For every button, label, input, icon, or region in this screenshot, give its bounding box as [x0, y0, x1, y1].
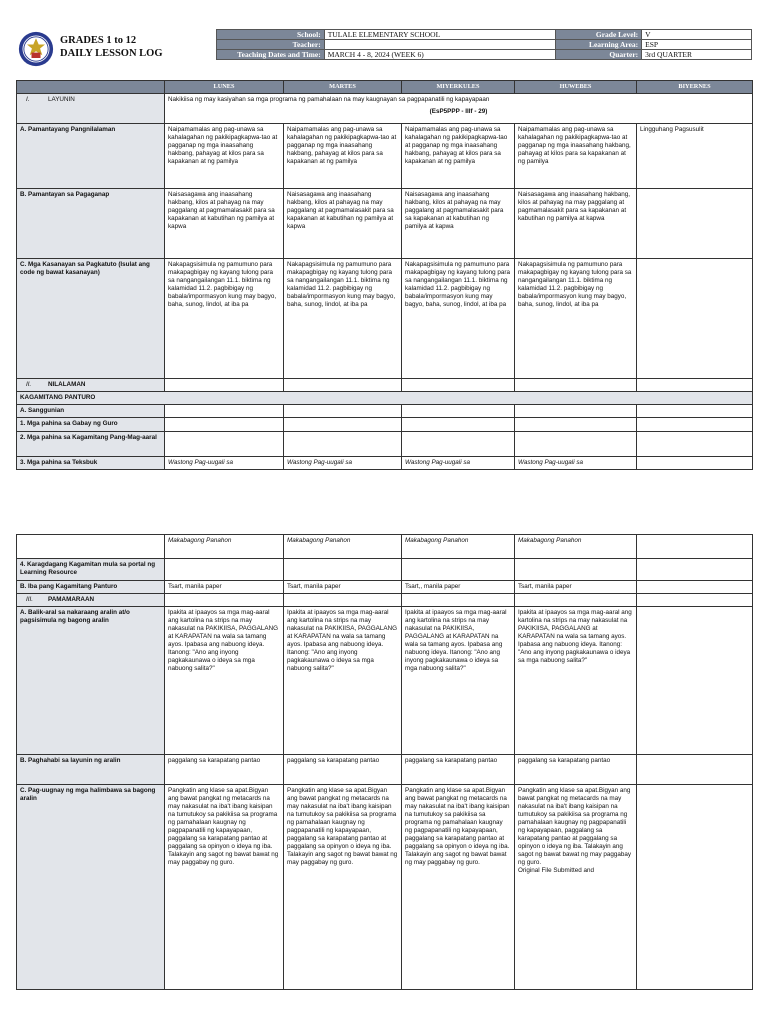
paghahabi-row	[17, 755, 753, 785]
balik-aral-huwebes: Ipakita at ipaayos sa mga mag-aaral ang kartolina na strips na may nakasulat na PAKIKIISA, PAGGALANG at KARAPATAN na wala sa tamang ayos. Ipabasa ang nabuong ideya. Itanong: "Ano ang inyong pagkakaunawa o ideya sa mga nabuong salita?"	[515, 607, 637, 755]
balik-aral-martes: Ipakita at ipaayos sa mga mag-aaral ang kartolina na strips na may nakasulat na PAKIKIISA, PAGGALANG at KARAPATAN na wala sa tamang ayos. Ipabasa ang nabuong ideya. Itanong: "Ano ang inyong pagkakaunawa o ideya sa mga nabuong salita?"	[284, 607, 402, 755]
teksbuk-lunes: Wastong Pag-uugali sa	[165, 457, 284, 470]
sanggunian-row	[17, 405, 753, 418]
dates-value: MARCH 4 - 8, 2024 (WEEK 6)	[324, 50, 556, 60]
kagamitan-row	[17, 392, 753, 405]
paghahabi-label: B. Paghahabi sa layunin ng aralin	[17, 755, 165, 785]
pamamaraan-biyernes	[637, 594, 753, 607]
karagdagang-row	[17, 559, 753, 581]
nilalaman-martes	[284, 379, 402, 392]
nilalaman-label: NILALAMAN	[48, 381, 86, 388]
area-value: ESP	[642, 40, 752, 50]
nilalaman-lunes	[165, 379, 284, 392]
layunin-label-cell	[17, 94, 165, 124]
teksbuk-cont-huwebes: Makabagong Panahon	[515, 535, 637, 559]
pang-mag-aaral-martes	[284, 432, 402, 457]
pangnilalaman-miyerkules: Naipamamalas ang pag-unawa sa kahalagahan ng pakikipagkapwa-tao at pagganap ng mga inaasahang hakbang, pahayag at kilos para sa kapakanan at ng pamilya	[402, 124, 515, 189]
pangnilalaman-martes: Naipamamalas ang pag-unawa sa kahalagahan ng pakikipagkapwa-tao at pagganap ng mga inaasahang hakbang, pahayag at kilos para sa kapakanan at ng pamilya	[284, 124, 402, 189]
teksbuk-cont-biyernes	[637, 535, 753, 559]
teksbuk-biyernes	[637, 457, 753, 470]
pang-mag-aaral-lunes	[165, 432, 284, 457]
layunin-text: Nakikiisa ng may kasiyahan sa mga programa ng pamahalaan na may kaugnayan sa pagpapanatili ng kapayapaan	[168, 96, 490, 103]
sanggunian-lunes	[165, 405, 284, 418]
lesson-log-table-1	[16, 80, 753, 470]
layunin-text-cell	[165, 94, 753, 124]
iba-pang-row	[17, 581, 753, 594]
paghahabi-martes: paggalang sa karapatang pantao	[284, 755, 402, 785]
gabay-lunes	[165, 418, 284, 432]
page-2	[0, 530, 768, 1024]
gabay-miyerkules	[402, 418, 515, 432]
pamamaraan-martes	[284, 594, 402, 607]
pag-uugnay-miyerkules: Pangkatin ang klase sa apat.Bigyan ang bawat pangkat ng metacards na may nakasulat na iba't ibang kaisipan na tumutukoy sa pakikiisa sa programa ng pamahalaan kaugnay ng pagpapanatili ng kapayapaan, paggalang sa karapatang pantao at paggalang sa opinyon o ideya ng iba. Talakayin ang sagot ng bawat bawat ng may paggabay ng guro.	[402, 785, 515, 990]
pamamaraan-miyerkules	[402, 594, 515, 607]
karagdagang-martes	[284, 559, 402, 581]
day-huwebes: HUWEBES	[515, 81, 637, 94]
pamamaraan-label-cell	[17, 594, 165, 607]
day-miyerkules: MIYERKULES	[402, 81, 515, 94]
pangnilalaman-label: A. Pamantayang Pangnilalaman	[17, 124, 165, 189]
karagdagang-label: 4. Karagdagang Kagamitan mula sa portal ng Learning Resource	[17, 559, 165, 581]
pangnilalaman-huwebes: Naipamamalas ang pag-unawa sa kahalagahan ng pakikipagkapwa-tao at pagganap ng mga inaasahang hakbang, pahayag at kilos para sa kapakanan at ng pamilya	[515, 124, 637, 189]
iba-pang-miyerkules: Tsart,, manila paper	[402, 581, 515, 594]
nilalaman-biyernes	[637, 379, 753, 392]
nilalaman-row	[17, 379, 753, 392]
dates-label: Teaching Dates and Time:	[217, 50, 325, 60]
pang-mag-aaral-row	[17, 432, 753, 457]
pagaganap-row	[17, 189, 753, 259]
teksbuk-huwebes: Wastong Pag-uugali sa	[515, 457, 637, 470]
pamamaraan-row	[17, 594, 753, 607]
sanggunian-miyerkules	[402, 405, 515, 418]
kasanayan-huwebes: Nakapagsisimula ng pamumuno para makapagbigay ng kayang tulong para sa nangangailangan 11.1. biktima ng kalamidad 11.2. pagbibigay ng babala/impormasyon kung may bagyo, baha, sunog, lindol, at iba pa	[515, 259, 637, 379]
layunin-label: LAYUNIN	[48, 96, 75, 103]
teksbuk-cont-lunes: Makabagong Panahon	[165, 535, 284, 559]
kasanayan-lunes: Nakapagsisimula ng pamumuno para makapagbigay ng kayang tulong para sa nangangailangan 11.1. biktima ng kalamidad 11.2. pagbibigay ng babala/impormasyon kung may bagyo, baha, sunog, lindol, at iba pa	[165, 259, 284, 379]
sanggunian-huwebes	[515, 405, 637, 418]
pangnilalaman-row	[17, 124, 753, 189]
pangnilalaman-lunes: Naipamamalas ang pag-unawa sa kahalagahan ng pakikipagkapwa-tao at pagganap ng mga inaasahang hakbang, pahayag at kilos para sa kapakanan at ng pamilya	[165, 124, 284, 189]
kasanayan-label: C. Mga Kasanayan sa Pagkatuto (Isulat ang code ng bawat kasanayan)	[17, 259, 165, 379]
teksbuk-label: 3. Mga pahina sa Teksbuk	[17, 457, 165, 470]
pamamaraan-label: PAMAMARAAN	[48, 596, 95, 603]
nilalaman-huwebes	[515, 379, 637, 392]
gabay-label: 1. Mga pahina sa Gabay ng Guro	[17, 418, 165, 432]
balik-aral-miyerkules: Ipakita at ipaayos sa mga mag-aaral ang kartolina na strips na may nakasulat na PAKIKIISA, PAGGALANG at KARAPATAN na wala sa tamang ayos. Ipabasa ang nabuong ideya. Itanong: "Ano ang inyong pagkakaunawa o ideya sa mga nabuong salita?"	[402, 607, 515, 755]
balik-aral-lunes: Ipakita at ipaayos sa mga mag-aaral ang kartolina na strips na may nakasulat na PAKIKIISA, PAGGALANG at KARAPATAN na wala sa tamang ayos. Ipabasa ang nabuong ideya. Itanong: "Ano ang inyong pagkakaunawa o ideya sa mga nabuong salita?"	[165, 607, 284, 755]
lesson-log-table-2	[16, 534, 753, 990]
layunin-num: I.	[26, 96, 30, 103]
pag-uugnay-martes: Pangkatin ang klase sa apat.Bigyan ang bawat pangkat ng metacards na may nakasulat na iba't ibang kaisipan na tumutukoy sa pakikiisa sa programa ng pamahalaan kaugnay ng pagpapanatili ng kapayapaan, paggalang sa karapatang pantao at paggalang sa opinyon o ideya ng iba. Talakayin ang sagot ng bawat bawat ng may paggabay ng guro.	[284, 785, 402, 990]
balik-aral-label: A. Balik-aral sa nakaraang aralin at/o pagsisimula ng bagong aralin	[17, 607, 165, 755]
kasanayan-biyernes	[637, 259, 753, 379]
teksbuk-cont-martes: Makabagong Panahon	[284, 535, 402, 559]
gabay-huwebes	[515, 418, 637, 432]
sanggunian-martes	[284, 405, 402, 418]
layunin-code: (EsP5PPP - IIIf - 29)	[429, 108, 488, 115]
gabay-martes	[284, 418, 402, 432]
pamamaraan-huwebes	[515, 594, 637, 607]
page-gap	[0, 478, 768, 530]
karagdagang-biyernes	[637, 559, 753, 581]
iba-pang-lunes: Tsart, manila paper	[165, 581, 284, 594]
day-biyernes: BIYERNES	[637, 81, 753, 94]
teksbuk-cont-row	[17, 535, 753, 559]
kasanayan-miyerkules: Nakapagsisimula ng pamumuno para makapagbigay ng kayang tulong para sa nangangailangan 11.1. biktima ng kalamidad 11.2. pagbibigay ng babala/impormasyon kung may bagyo, baha, sunog, lindol, at iba pa	[402, 259, 515, 379]
grade-value: V	[642, 30, 752, 40]
iba-pang-martes: Tsart, manila paper	[284, 581, 402, 594]
day-lunes: LUNES	[165, 81, 284, 94]
sanggunian-biyernes	[637, 405, 753, 418]
grade-label: Grade Level:	[556, 30, 642, 40]
pag-uugnay-biyernes	[637, 785, 753, 990]
iba-pang-huwebes: Tsart, manila paper	[515, 581, 637, 594]
pang-mag-aaral-biyernes	[637, 432, 753, 457]
header-info-table	[216, 29, 752, 60]
balik-aral-row	[17, 607, 753, 755]
layunin-row	[17, 94, 753, 124]
day-header-blank	[17, 81, 165, 94]
teksbuk-cont-label	[17, 535, 165, 559]
pagaganap-lunes: Naisasagawa ang inaasahang hakbang, kilos at pahayag na may paggalang at pagmamalasakit para sa kapakanan at kabutihan ng pamilya at kapwa	[165, 189, 284, 259]
pag-uugnay-huwebes-cell	[515, 785, 637, 990]
pamamaraan-num: III.	[26, 596, 33, 603]
paghahabi-miyerkules: paggalang sa karapatang pantao	[402, 755, 515, 785]
pag-uugnay-row	[17, 785, 753, 990]
pag-uugnay-huwebes: Pangkatin ang klase sa apat.Bigyan ang bawat pangkat ng metacards na may nakasulat na iba't ibang kaisipan na tumutukoy sa pakikiisa sa programa ng pamahalaan kaugnay ng pagpapanatili ng kapayapaan, paggalang sa karapatang pantao at paggalang sa opinyon o ideya ng iba. Talakayin ang sagot ng bawat bawat ng may paggabay ng guro.	[518, 787, 632, 866]
nilalaman-num: II.	[26, 381, 32, 388]
paghahabi-biyernes	[637, 755, 753, 785]
teacher-label: Teacher:	[217, 40, 325, 50]
page-1	[0, 0, 768, 478]
teacher-value	[324, 40, 556, 50]
karagdagang-lunes	[165, 559, 284, 581]
pagaganap-biyernes	[637, 189, 753, 259]
day-header-row	[17, 81, 753, 94]
gabay-biyernes	[637, 418, 753, 432]
pamamaraan-lunes	[165, 594, 284, 607]
gabay-row	[17, 418, 753, 432]
nilalaman-miyerkules	[402, 379, 515, 392]
pag-uugnay-extra: Original File Submitted and	[518, 867, 594, 874]
teksbuk-miyerkules: Wastong Pag-uugali sa	[402, 457, 515, 470]
teksbuk-cont-miyerkules: Makabagong Panahon	[402, 535, 515, 559]
karagdagang-miyerkules	[402, 559, 515, 581]
quarter-label: Quarter:	[556, 50, 642, 60]
pagaganap-huwebes: Naisasagawa ang inaasahang hakbang, kilos at pahayag na may paggalang at pagmamalasakit para sa kapakanan at kabutihan ng pamilya at kapwa	[515, 189, 637, 259]
quarter-value: 3rd QUARTER	[642, 50, 752, 60]
pagaganap-miyerkules: Naisasagawa ang inaasahang hakbang, kilos at pahayag na may paggalang at pagmamalasakit para sa kapakanan at kabutihan ng pamilya at kapwa	[402, 189, 515, 259]
pagaganap-label: B. Pamantayan sa Pagaganap	[17, 189, 165, 259]
pag-uugnay-label: C. Pag-uugnay ng mga halimbawa sa bagong aralin	[17, 785, 165, 990]
day-martes: MARTES	[284, 81, 402, 94]
deped-seal-icon	[18, 31, 54, 67]
pang-mag-aaral-label: 2. Mga pahina sa Kagamitang Pang-Mag-aaral	[17, 432, 165, 457]
pangnilalaman-biyernes: Lingguhang Pagsusulit	[637, 124, 753, 189]
document-title	[60, 34, 163, 60]
karagdagang-huwebes	[515, 559, 637, 581]
area-label: Learning Area:	[556, 40, 642, 50]
pang-mag-aaral-miyerkules	[402, 432, 515, 457]
kagamitan-label: KAGAMITANG PANTURO	[17, 392, 753, 405]
sanggunian-label: A. Sanggunian	[17, 405, 165, 418]
title-line-1: GRADES 1 to 12	[60, 35, 137, 46]
iba-pang-biyernes	[637, 581, 753, 594]
iba-pang-label: B. Iba pang Kagamitang Panturo	[17, 581, 165, 594]
document-header	[16, 29, 752, 71]
title-line-2: DAILY LESSON LOG	[60, 48, 163, 59]
kasanayan-martes: Nakapagsisimula ng pamumuno para makapagbigay ng kayang tulong para sa nangangailangan 11.1. biktima ng kalamidad 11.2. pagbibigay ng babala/impormasyon kung may bagyo, baha, sunog, lindol, at iba pa	[284, 259, 402, 379]
kasanayan-row	[17, 259, 753, 379]
school-value: TULALE ELEMENTARY SCHOOL	[324, 30, 556, 40]
paghahabi-lunes: paggalang sa karapatang pantao	[165, 755, 284, 785]
pang-mag-aaral-huwebes	[515, 432, 637, 457]
paghahabi-huwebes: paggalang sa karapatang pantao	[515, 755, 637, 785]
nilalaman-label-cell	[17, 379, 165, 392]
balik-aral-biyernes	[637, 607, 753, 755]
teksbuk-martes: Wastong Pag-uugali sa	[284, 457, 402, 470]
school-label: School:	[217, 30, 325, 40]
pag-uugnay-lunes: Pangkatin ang klase sa apat.Bigyan ang bawat pangkat ng metacards na may nakasulat na iba't ibang kaisipan na tumutukoy sa pakikiisa sa programa ng pamahalaan kaugnay ng pagpapanatili ng kapayapaan, paggalang sa karapatang pantao at paggalang sa opinyon o ideya ng iba. Talakayin ang sagot ng bawat bawat ng may paggabay ng guro.	[165, 785, 284, 990]
pagaganap-martes: Naisasagawa ang inaasahang hakbang, kilos at pahayag na may paggalang at pagmamalasakit para sa kapakanan at kabutihan ng pamilya at kapwa	[284, 189, 402, 259]
teksbuk-row	[17, 457, 753, 470]
